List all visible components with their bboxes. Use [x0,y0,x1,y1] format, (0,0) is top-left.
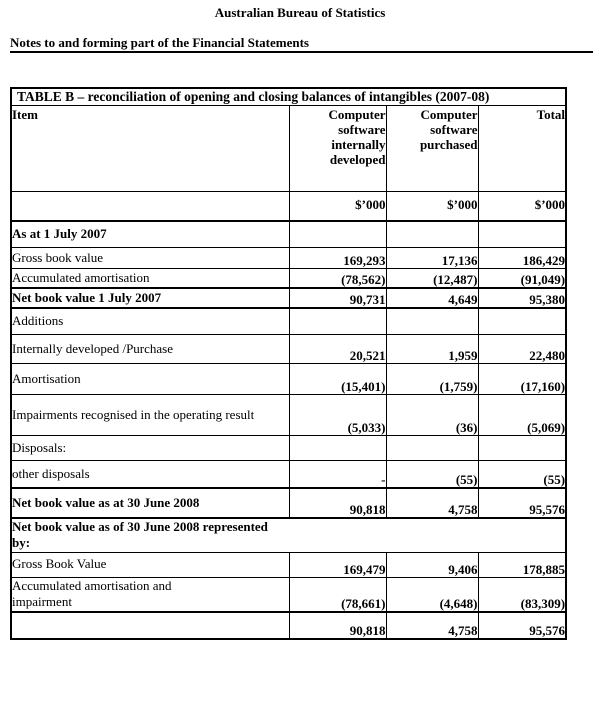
table-row [11,612,566,639]
cell-value: 186,429 [478,248,566,269]
cell-value [289,308,386,335]
table-row [11,395,566,436]
cell-value: (91,049) [478,269,566,289]
cell-value: (55) [478,461,566,489]
heading-rule [10,51,593,53]
row-label [11,612,289,639]
section-heading: Notes to and forming part of the Financial Statements [10,35,309,50]
table-row [11,518,566,552]
row-label-text: Net book value as of 30 June 2008 represented by: [12,519,268,551]
cell-value: 95,576 [478,488,566,518]
row-label: Net book value 1 July 2007 [11,288,289,308]
table-header-row [11,106,566,192]
cell-value [289,221,386,248]
cell-value: (5,069) [478,395,566,436]
table-title: TABLE B – reconciliation of opening and closing balances of intangibles (2007-08) [11,88,566,106]
cell-value: 95,576 [478,612,566,639]
table-row [11,335,566,364]
table-title-row [11,88,566,106]
unit-label: $’000 [478,192,566,222]
unit-label: $’000 [289,192,386,222]
cell-value: 17,136 [386,248,478,269]
cell-value: 20,521 [289,335,386,364]
table-row [11,308,566,335]
cell-value [289,436,386,461]
cell-value: 4,758 [386,612,478,639]
cell-value: 90,818 [289,488,386,518]
row-label: Gross Book Value [11,552,289,577]
cell-value [478,308,566,335]
cell-value [478,436,566,461]
table-row [11,461,566,489]
cell-value: (12,487) [386,269,478,289]
document-title: Australian Bureau of Statistics [214,5,386,20]
row-label: Accumulated amortisation [11,269,289,289]
cell-value: (5,033) [289,395,386,436]
table-row [11,436,566,461]
cell-value: (15,401) [289,364,386,395]
cell-value: (78,562) [289,269,386,289]
column-header-total: Total [478,106,566,192]
table-row [11,269,566,289]
table-row [11,288,566,308]
cell-value: (17,160) [478,364,566,395]
cell-value: (1,759) [386,364,478,395]
cell-value: 95,380 [478,288,566,308]
cell-value: (55) [386,461,478,489]
table-row [11,248,566,269]
row-label: Amortisation [11,364,289,395]
table-row [11,577,566,612]
row-label-text: Impairments recognised in the operating result [12,406,255,422]
row-label: other disposals [11,461,289,489]
table-row [11,364,566,395]
cell-value: 90,818 [289,612,386,639]
cell-value: 178,885 [478,552,566,577]
row-label-text: Accumulated amortisation and impairment [12,577,172,609]
row-label: Gross book value [11,248,289,269]
cell-value: 90,731 [289,288,386,308]
cell-value: 169,293 [289,248,386,269]
intangibles-table [10,87,567,640]
cell-value [386,436,478,461]
cell-value: (4,648) [386,577,478,612]
units-row [11,192,566,222]
row-label [11,395,289,436]
column-header-item: Item [11,106,289,192]
cell-value: (83,309) [478,577,566,612]
table-row [11,488,566,518]
cell-value: 169,479 [289,552,386,577]
row-label [11,577,289,612]
row-label: As at 1 July 2007 [11,221,289,248]
cell-value: 22,480 [478,335,566,364]
cell-value [478,221,566,248]
cell-value: (36) [386,395,478,436]
unit-label: $’000 [386,192,478,222]
cell-value [386,308,478,335]
row-label: Net book value as at 30 June 2008 [11,488,289,518]
units-spacer [11,192,289,222]
row-label [11,518,566,552]
cell-value: 9,406 [386,552,478,577]
cell-value: - [289,461,386,489]
row-label: Additions [11,308,289,335]
cell-value [386,221,478,248]
column-header-purchased: Computer software purchased [386,106,478,192]
row-label: Internally developed /Purchase [11,335,289,364]
column-header-internally-developed: Computer software internally developed [289,106,386,192]
cell-value: 1,959 [386,335,478,364]
table-row [11,221,566,248]
cell-value: 4,758 [386,488,478,518]
table-row [11,552,566,577]
cell-value: 4,649 [386,288,478,308]
row-label: Disposals: [11,436,289,461]
cell-value: (78,661) [289,577,386,612]
